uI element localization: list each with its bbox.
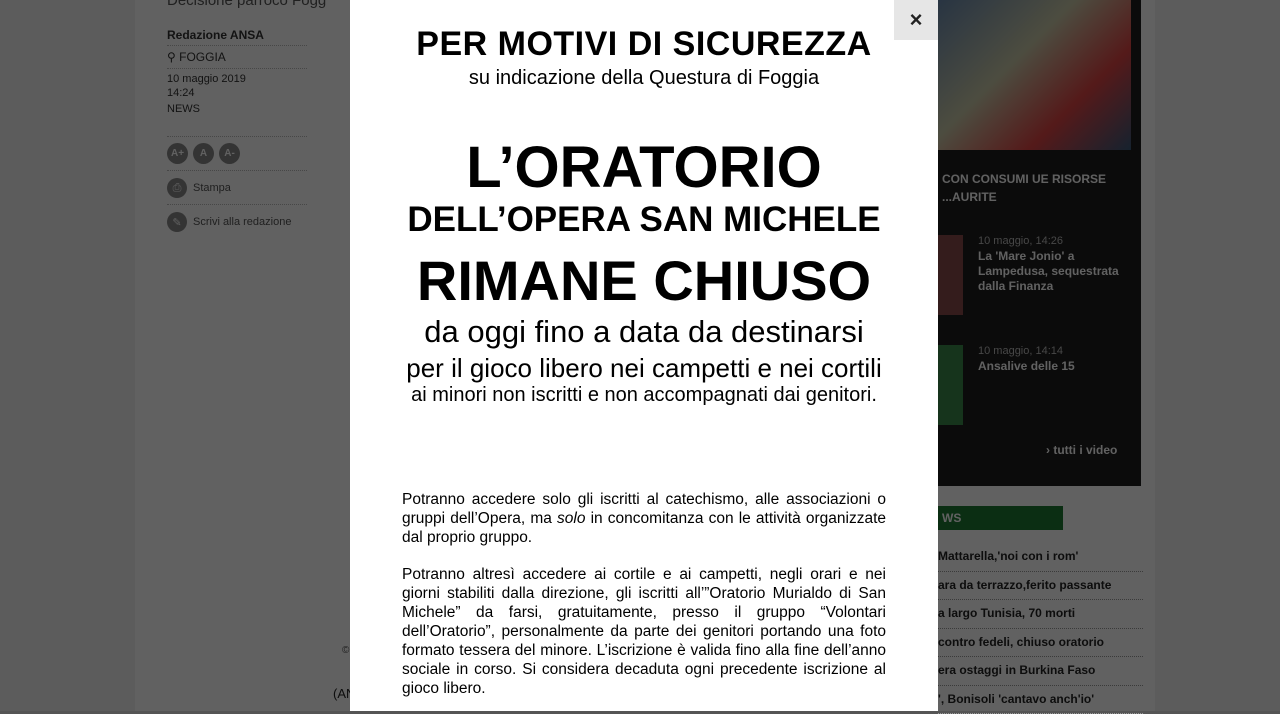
para1-text-b: in concomitanza con le attività organizzate dal proprio gruppo. [402, 510, 886, 546]
notice-poster [350, 0, 938, 711]
lightbox-modal [350, 0, 938, 711]
poster-detail-line1: da oggi fino a data da destinarsi [350, 314, 938, 350]
poster-heading: PER MOTIVI DI SICUREZZA [350, 25, 938, 64]
close-icon: × [910, 7, 923, 33]
close-button[interactable] [894, 0, 938, 40]
poster-title-line2: DELL’OPERA SAN MICHELE [350, 200, 938, 240]
poster-title-line1: L’ORATORIO [350, 134, 938, 201]
poster-title-line3: RIMANE CHIUSO [350, 248, 938, 313]
para1-text-a: Potranno accedere solo gli iscritti al catechismo, alle associazioni o gruppi dell’Opera, ma [402, 491, 886, 527]
poster-paragraph-1 [402, 490, 886, 547]
poster-subheading: su indicazione della Questura di Foggia [350, 67, 938, 90]
poster-paragraph-2: Potranno altresì accedere ai cortile e ai campetti, negli orari e nei giorni stabiliti dalla direzione, gli iscritti all’”Oratorio Murialdo di San Michele” da farsi, gratuitamente, presso il gruppo “Volontari dell’Oratorio”, personalmente da parte dei genitori portando una foto formato tessera del minore. L’iscrizione è valida fino alla fine dell’anno sociale in corso. Si considera decaduta ogni precedente iscrizione al gioco libero. [402, 565, 886, 698]
para1-emphasis: solo [557, 510, 585, 527]
poster-detail-line2: per il gioco libero nei campetti e nei cortili [350, 353, 938, 384]
poster-detail-line3: ai minori non iscritti e non accompagnati dai genitori. [350, 384, 938, 407]
